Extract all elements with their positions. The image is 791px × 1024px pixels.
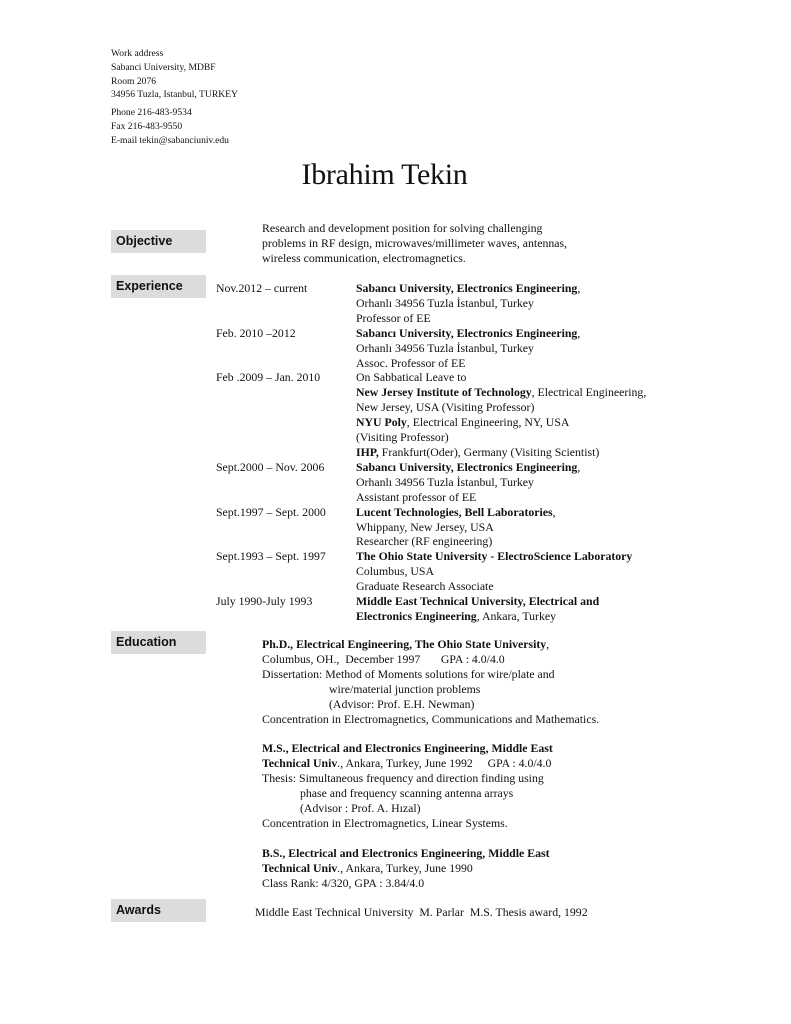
objective-text xyxy=(262,221,567,266)
concentration: Concentration in Electromagnetics, Linear Systems. xyxy=(262,815,508,830)
exp-date: Sept.1993 – Sept. 1997 xyxy=(216,549,326,564)
section-experience: Experience xyxy=(111,275,206,298)
exp-org: Middle East Technical University, Electrical and xyxy=(356,594,600,609)
degree-title: M.S., Electrical and Electronics Engineering, Middle East xyxy=(262,741,553,756)
exp-date: Nov.2012 – current xyxy=(216,281,308,295)
exp-org: Sabancı University, Electronics Engineering, xyxy=(356,281,581,295)
exp-date: Feb. 2010 –2012 xyxy=(216,325,296,340)
exp-org: Lucent Technologies, Bell Laboratories, xyxy=(356,504,556,519)
award-item: Middle East Technical University M. Parlar M.S. Thesis award, 1992 xyxy=(255,905,588,919)
degree-title: Ph.D., Electrical Engineering, The Ohio State University, xyxy=(262,637,550,651)
exp-role: Assoc. Professor of EE xyxy=(356,355,466,370)
degree-date: Technical Univ., Ankara, Turkey, June 1992 GPA : 4.0/4.0 xyxy=(262,756,552,771)
thesis: phase and frequency scanning antenna arrays xyxy=(300,786,514,801)
exp-org: The Ohio State University - ElectroScience Laboratory xyxy=(356,549,633,564)
education-details xyxy=(262,637,599,891)
exp-date: Sept.2000 – Nov. 2006 xyxy=(216,459,325,474)
awards-details xyxy=(255,905,588,920)
name-heading xyxy=(0,158,791,192)
degree-date: Columbus, OH., December 1997 GPA : 4.0/4.0 xyxy=(262,651,505,666)
phone: Phone 216-483-9534 xyxy=(111,107,192,119)
exp-note: On Sabbatical Leave to xyxy=(356,370,467,385)
exp-org: Sabancı University, Electronics Engineering, xyxy=(356,325,581,340)
exp-role: Assistant professor of EE xyxy=(356,489,477,504)
class-rank: Class Rank: 4/320, GPA : 3.84/4.0 xyxy=(262,875,425,890)
exp-address: Orhanlı 34956 Tuzla İstanbul, Turkey xyxy=(356,474,534,489)
dissertation: wire/material junction problems xyxy=(329,681,481,696)
exp-address: New Jersey, USA (Visiting Professor) xyxy=(356,400,535,415)
degree-title: B.S., Electrical and Electronics Engineering, Middle East xyxy=(262,845,550,860)
exp-date: Sept.1997 – Sept. 2000 xyxy=(216,504,326,519)
experience-dates xyxy=(216,281,326,609)
advisor: (Advisor: Prof. E.H. Newman) xyxy=(329,696,475,711)
name-text: Ibrahim Tekin xyxy=(301,158,468,191)
exp-address: Orhanlı 34956 Tuzla İstanbul, Turkey xyxy=(356,295,534,310)
exp-date: Feb .2009 – Jan. 2010 xyxy=(216,370,321,385)
thesis: Thesis: Simultaneous frequency and direction finding using xyxy=(262,771,544,786)
objective-line: Research and development position for solving challenging xyxy=(262,221,543,235)
advisor: (Advisor : Prof. A. Hızal) xyxy=(300,801,421,816)
exp-date: July 1990-July 1993 xyxy=(216,594,313,609)
address-line: 34956 Tuzla, Istanbul, TURKEY xyxy=(111,89,238,101)
experience-details xyxy=(356,281,646,624)
objective-line: problems in RF design, microwaves/millimeter waves, antennas, xyxy=(262,235,568,250)
exp-role: Professor of EE xyxy=(356,310,431,325)
exp-org: IHP, Frankfurt(Oder), Germany (Visiting Scientist) xyxy=(356,444,600,459)
address-line: Sabanci University, MDBF xyxy=(111,61,216,73)
exp-address: Whippany, New Jersey, USA xyxy=(356,519,494,534)
exp-org: New Jersey Institute of Technology, Electrical Engineering, xyxy=(356,385,647,400)
exp-role: Graduate Research Associate xyxy=(356,579,494,594)
exp-role: Researcher (RF engineering) xyxy=(356,534,493,549)
email: E-mail tekin@sabanciuniv.edu xyxy=(111,134,229,146)
exp-role: (Visiting Professor) xyxy=(356,430,449,445)
exp-org: NYU Poly, Electrical Engineering, NY, USA xyxy=(356,415,570,430)
exp-address: Orhanlı 34956 Tuzla İstanbul, Turkey xyxy=(356,340,534,355)
address-line: Room 2076 xyxy=(111,75,157,87)
section-awards: Awards xyxy=(111,899,206,922)
dissertation: Dissertation: Method of Moments solutions for wire/plate and xyxy=(262,666,555,681)
degree-date: Technical Univ., Ankara, Turkey, June 1990 xyxy=(262,860,473,875)
exp-org: Electronics Engineering, Ankara, Turkey xyxy=(356,608,557,623)
fax: Fax 216-483-9550 xyxy=(111,120,183,132)
work-address xyxy=(111,47,238,148)
objective-line: wireless communication, electromagnetics. xyxy=(262,250,466,265)
exp-address: Columbus, USA xyxy=(356,564,435,579)
exp-org: Sabancı University, Electronics Engineering, xyxy=(356,459,581,474)
address-line: Work address xyxy=(111,48,164,59)
concentration: Concentration in Electromagnetics, Communications and Mathematics. xyxy=(262,711,600,726)
section-education: Education xyxy=(111,631,206,654)
section-objective: Objective xyxy=(111,230,206,253)
